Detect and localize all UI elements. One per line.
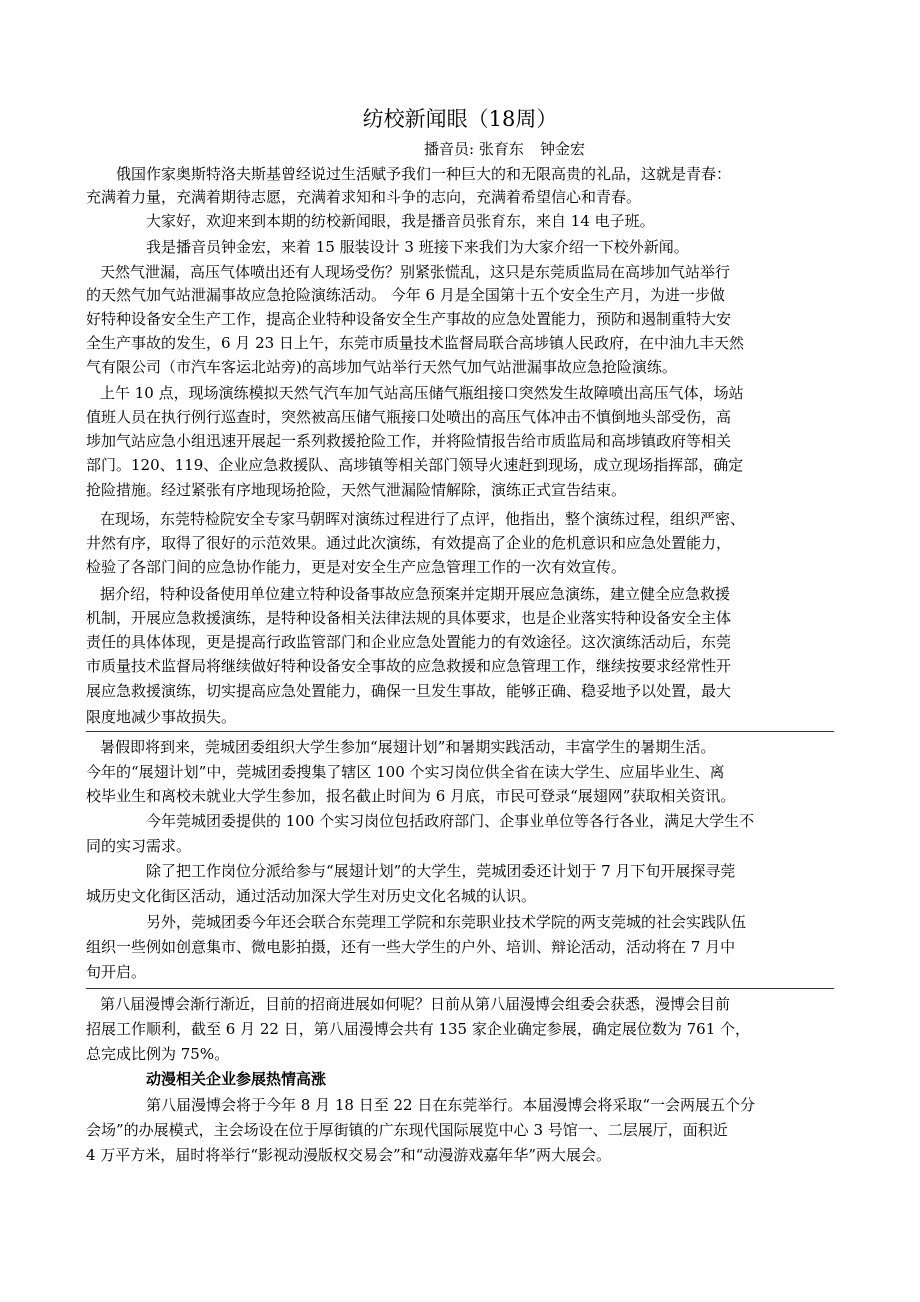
intro-line: 充满着力量，充满着期待志愿，充满着求知和斗争的志向，充满着希望信心和青春。 [86,188,642,206]
paragraph-line: 据介绍，特种设备使用单位建立特种设备事故应急预案并定期开展应急演练，建立健全应急救援 [100,585,731,603]
intro-line: 我是播音员钟金宏，来着 15 服装设计 3 班接下来我们为大家介绍一下校外新闻。 [146,238,689,256]
paragraph-line: 天然气泄漏，高压气体喷出还有人现场受伤？别紧张慌乱，这只是东莞质监局在高埗加气站举行 [100,263,731,281]
paragraph-line: 值班人员在执行例行巡查时，突然被高压储气瓶接口处喷出的高压气体冲击不慎倒地头部受伤，高 [86,408,732,426]
paragraph-line: 展应急救援演练，切实提高应急处置能力，确保一旦发生事故，能够正确、稳妥地予以处置，最大 [86,682,732,700]
paragraph-line: 在现场，东莞特检院安全专家马朝晖对演练过程进行了点评，他指出，整个演练过程，组织严密、 [100,510,746,528]
paragraph-line: 暑假即将到来，莞城团委组织大学生参加“展翅计划”和暑期实践活动，丰富学生的暑期生活。 [100,738,716,756]
paragraph-line: 除了把工作岗位分派给参与“展翅计划”的大学生，莞城团委还计划于 7 月下旬开展探寻莞 [146,862,736,880]
section-subheading: 动漫相关企业参展热情高涨 [146,1070,327,1088]
paragraph-line: 另外，莞城团委今年还会联合东莞理工学院和东莞职业技术学院的两支莞城的社会实践队伍 [146,913,747,931]
paragraph-line: 限度地减少事故损失。 [86,708,237,726]
paragraph-line: 同的实习需求。 [86,837,192,855]
paragraph-line: 埗加气站应急小组迅速开展起一系列救援抢险工作，并将险情报告给市质监局和高埗镇政府等相关 [86,432,732,450]
paragraph-line: 4 万平方米，届时将举行“影视动漫版权交易会”和“动漫游戏嘉年华”两大展会。 [86,1146,611,1164]
intro-line: 大家好，欢迎来到本期的纺校新闻眼，我是播音员张育东，来自 14 电子班。 [146,212,655,230]
paragraph-line: 校毕业生和离校未就业大学生参加，报名截止时间为 6 月底，市民可登录“展翅网”获取相关资讯。 [86,787,736,805]
paragraph-line: 市质量技术监督局将继续做好特种设备安全事故的应急救援和应急管理工作，继续按要求经常性开 [86,657,732,675]
paragraph-line: 上午 10 点，现场演练模拟天然气汽车加气站高压储气瓶组接口突然发生故障喷出高压气体，场站 [100,384,744,402]
section-divider [86,988,834,989]
paragraph-line: 总完成比例为 75%。 [86,1045,230,1063]
intro-line: 俄国作家奥斯特洛夫斯基曾经说过生活赋予我们一种巨大的和无限高贵的礼品，这就是青春： [116,165,732,183]
paragraph-line: 责任的具体体现，更是提高行政监管部门和企业应急处置能力的有效途径。这次演练活动后，东莞 [86,633,732,651]
paragraph-line: 全生产事故的发生，6 月 23 日上午，东莞市质量技术监督局联合高埗镇人民政府，在中油九丰天然 [86,334,744,352]
paragraph-line: 部门。120、119、企业应急救援队、高埗镇等相关部门领导火速赶到现场，成立现场指挥部，确定 [86,456,744,474]
paragraph-line: 好特种设备安全生产工作，提高企业特种设备安全生产事故的应急处置能力，预防和遏制重特大安 [86,310,732,328]
section-divider [86,731,834,732]
byline-anchor-name-2: 钟金宏 [540,140,586,158]
paragraph-line: 第八届漫博会渐行渐近，目前的招商进展如何呢？日前从第八届漫博会组委会获悉，漫博会目前 [100,995,731,1013]
paragraph-line: 今年莞城团委提供的 100 个实习岗位包括政府部门、企事业单位等各行各业，满足大学生不 [146,812,755,830]
paragraph-line: 气有限公司（市汽车客运北站旁)的高埗加气站举行天然气加气站泄漏事故应急抢险演练。 [86,358,677,376]
paragraph-line: 招展工作顺利，截至 6 月 22 日，第八届漫博会共有 135 家企业确定参展，确定展位数为 761 个， [86,1020,751,1038]
paragraph-line: 抢险措施。经过紧张有序地现场抢险，天然气泄漏险情解除，演练正式宣告结束。 [86,481,627,499]
paragraph-line: 城历史文化街区活动，通过活动加深大学生对历史文化名城的认识。 [86,887,537,905]
byline-anchor-label: 播音员: 张育东 [424,140,524,158]
paragraph-line: 组织一些例如创意集市、微电影拍摄，还有一些大学生的户外、培训、辩论活动，活动将在 7 月中 [86,938,736,956]
paragraph-line: 井然有序，取得了很好的示范效果。通过此次演练，有效提高了企业的危机意识和应急处置能力， [86,534,732,552]
paragraph-line: 的天然气加气站泄漏事故应急抢险演练活动。 今年 6 月是全国第十五个安全生产月，为进一步做 [86,286,725,304]
paragraph-line: 检验了各部门间的应急协作能力，更是对安全生产应急管理工作的一次有效宣传。 [86,558,627,576]
paragraph-line: 机制，开展应急救援演练，是特种设备相关法律法规的具体要求，也是企业落实特种设备安全主体 [86,609,732,627]
paragraph-line: 会场”的办展模式，主会场设在位于厚街镇的广东现代国际展览中心 3 号馆一、二层展厅，面积近 [86,1121,728,1139]
paragraph-line: 旬开启。 [86,963,147,981]
paragraph-line: 第八届漫博会将于今年 8 月 18 日至 22 日在东莞举行。本届漫博会将采取“一会两展五个分 [146,1096,755,1114]
paragraph-line: 今年的“展翅计划”中，莞城团委搜集了辖区 100 个实习岗位供全省在读大学生、应届毕业生、离 [86,763,725,781]
document-title: 纺校新闻眼（18周） [362,107,558,131]
